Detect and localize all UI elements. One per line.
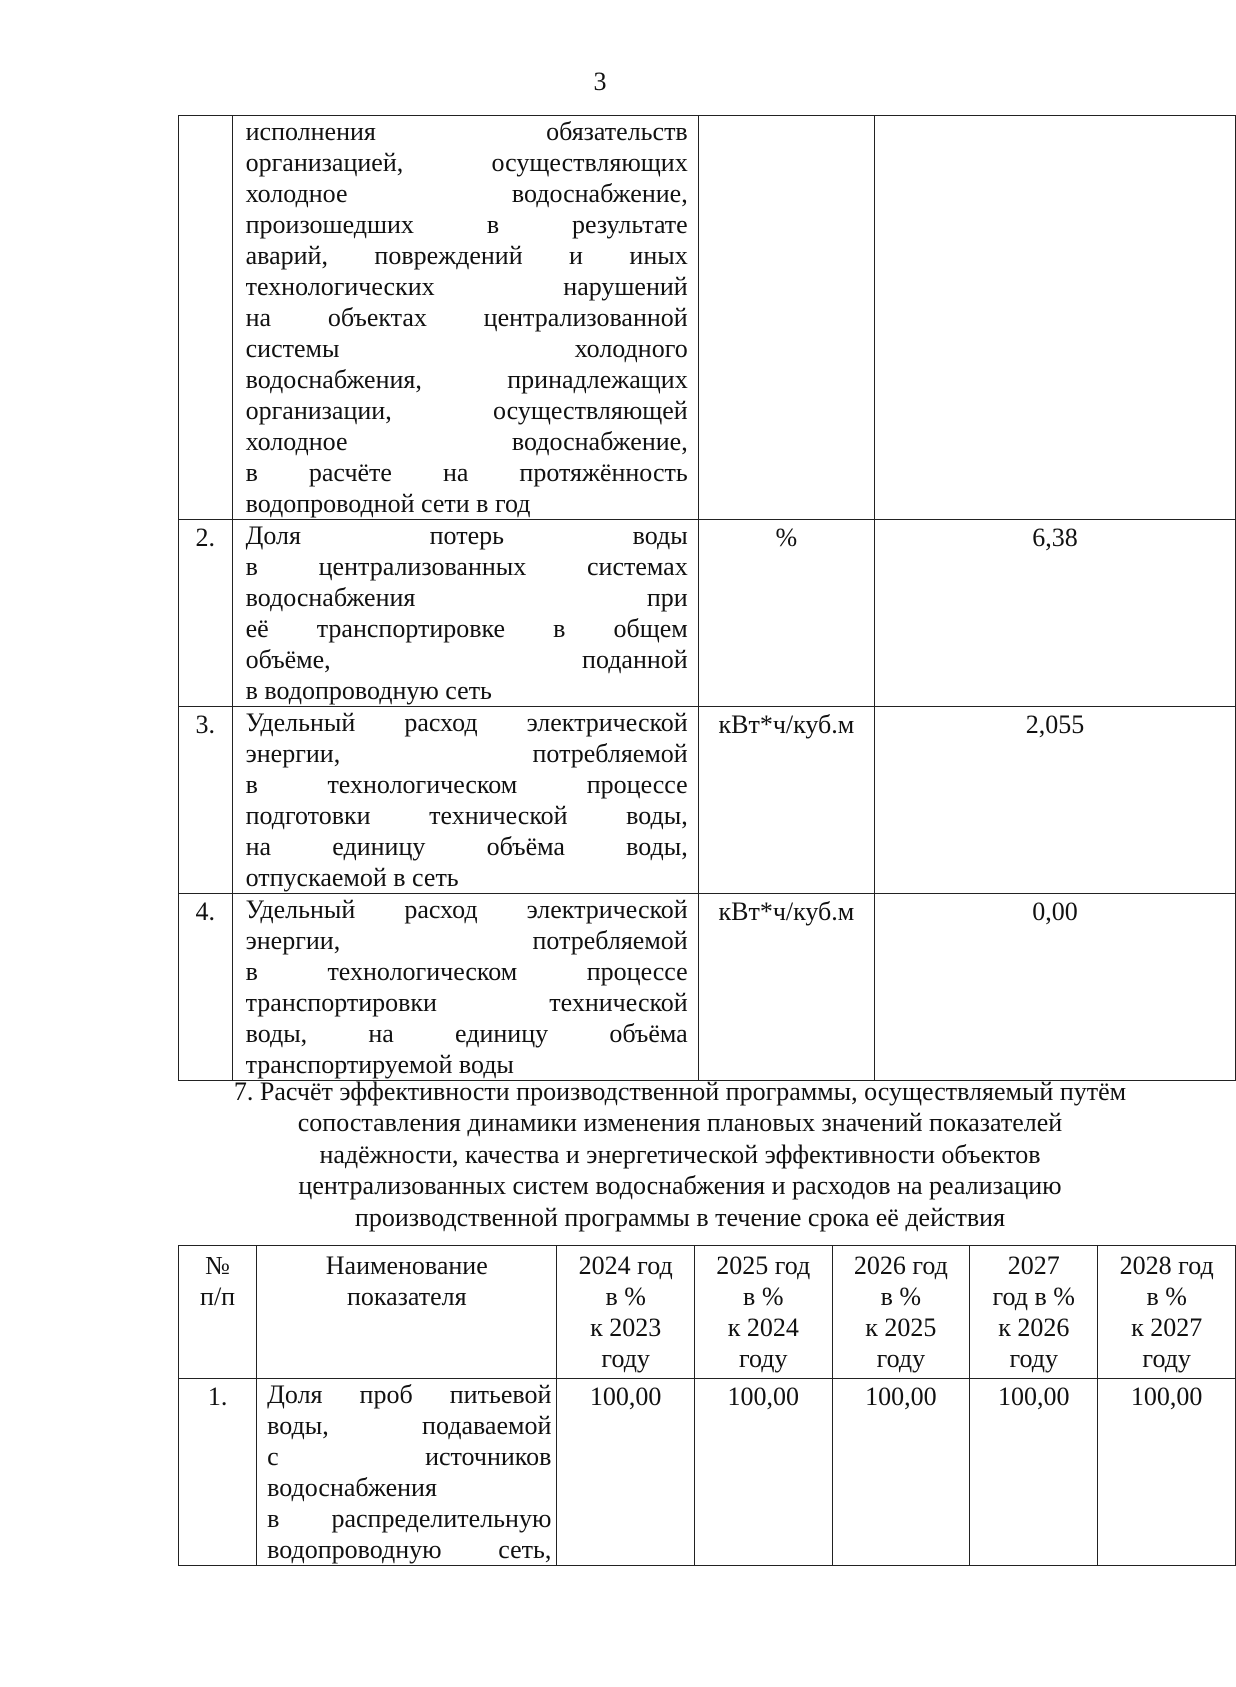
header-2026 — [832, 1246, 970, 1379]
heading-line: производственной программы в течение срока её действия — [354, 1202, 1006, 1232]
heading-line: централизованных систем водоснабжения и расходов на реализацию — [298, 1171, 1062, 1201]
header-2024 — [557, 1246, 695, 1379]
text-line: системы холодного — [245, 334, 688, 363]
text-line: водопроводную сеть, — [267, 1535, 552, 1564]
text-line: с источников — [267, 1442, 552, 1471]
text-line: её транспортировке в общем — [245, 614, 688, 643]
header-2027 — [970, 1246, 1098, 1379]
value-cell: 0,00 — [875, 894, 1236, 1081]
indicator-table — [178, 115, 1236, 1081]
header-line: в % — [880, 1282, 922, 1311]
header-line: 2025 год — [716, 1251, 811, 1280]
value-cell: 100,00 — [557, 1379, 695, 1566]
text-line: энергии, потребляемой — [245, 739, 688, 768]
unit-cell: % — [698, 520, 874, 707]
text-line: транспортируемой воды — [245, 1050, 514, 1079]
text-line: водоснабжения — [267, 1473, 437, 1502]
text-line: на объектах централизованной — [245, 303, 688, 332]
header-line: году — [739, 1344, 788, 1373]
table-row — [179, 116, 1236, 520]
header-line: п/п — [200, 1282, 236, 1311]
text-line: технологических нарушений — [245, 272, 688, 301]
text-line: исполнения обязательств — [245, 117, 688, 146]
value-cell: 100,00 — [832, 1379, 970, 1566]
text-line: в технологическом процессе — [245, 957, 688, 986]
heading-line: 7. Расчёт эффективности производственной программы, осуществляемый путём — [233, 1077, 1127, 1106]
row-number: 4. — [179, 894, 233, 1081]
text-line: в технологическом процессе — [245, 770, 688, 799]
header-line: к 2026 — [998, 1313, 1070, 1342]
header-line: год в % — [992, 1282, 1075, 1311]
text-line: в централизованных системах — [245, 552, 688, 581]
text-line: на единицу объёма воды, — [245, 832, 688, 861]
text-line: организации, осуществляющей — [245, 396, 688, 425]
value-cell: 6,38 — [875, 520, 1236, 707]
value-cell: 100,00 — [1098, 1379, 1236, 1566]
row-number: 1. — [179, 1379, 257, 1566]
table-header-row — [179, 1246, 1236, 1379]
header-line: году — [876, 1344, 926, 1373]
table-row — [179, 520, 1236, 707]
text-line: аварий, повреждений и иных — [245, 241, 688, 270]
header-line: в % — [1146, 1282, 1187, 1311]
header-line: году — [601, 1344, 650, 1373]
text-line: отпускаемой в сеть — [245, 863, 459, 892]
indicator-name — [232, 894, 698, 1081]
header-line: Наименование — [325, 1251, 488, 1280]
text-line: Удельный расход электрической — [245, 895, 688, 924]
row-number: 2. — [179, 520, 233, 707]
table-row — [179, 894, 1236, 1081]
text-line: в расчёте на протяжённость — [245, 458, 688, 487]
value-cell: 100,00 — [694, 1379, 832, 1566]
header-line: 2027 — [1007, 1251, 1060, 1280]
value-cell: 2,055 — [875, 707, 1236, 894]
header-line: в % — [605, 1282, 646, 1311]
indicator-name — [232, 707, 698, 894]
unit-cell: кВт*ч/куб.м — [698, 707, 874, 894]
text-line: холодное водоснабжение, — [245, 427, 688, 456]
text-line: Доля потерь воды — [245, 521, 688, 550]
header-line: показателя — [346, 1282, 467, 1311]
text-line: воды, подаваемой — [267, 1411, 552, 1440]
text-line: объёме, поданной — [245, 645, 688, 674]
header-line: году — [1142, 1344, 1191, 1373]
unit-cell: кВт*ч/куб.м — [698, 894, 874, 1081]
row-number: 3. — [179, 707, 233, 894]
text-line: холодное водоснабжение, — [245, 179, 688, 208]
header-line: 2026 год — [853, 1251, 948, 1280]
table-row — [179, 1379, 1236, 1566]
indicator-name — [232, 520, 698, 707]
text-line: транспортировки технической — [245, 988, 688, 1017]
text-line: в водопроводную сеть — [245, 676, 492, 705]
header-line: к 2023 — [590, 1313, 662, 1342]
text-line: в распределительную — [267, 1504, 552, 1533]
header-line: 2024 год — [578, 1251, 673, 1280]
heading-line: сопоставления динамики изменения плановых значений показателей — [297, 1108, 1063, 1138]
text-line: организацией, осуществляющих — [245, 148, 688, 177]
text-line: водопроводной сети в год — [245, 489, 531, 518]
value-cell: 100,00 — [970, 1379, 1098, 1566]
header-2028 — [1098, 1246, 1236, 1379]
header-line: № — [205, 1251, 230, 1280]
text-line: произошедших в результате — [245, 210, 688, 239]
text-line: Доля проб питьевой — [267, 1380, 552, 1409]
row-number — [179, 116, 233, 520]
efficiency-table — [178, 1245, 1236, 1566]
header-line: к 2024 — [727, 1313, 799, 1342]
header-line: к 2025 — [865, 1313, 937, 1342]
header-2025 — [694, 1246, 832, 1379]
heading-line: надёжности, качества и энергетической эффективности объектов — [319, 1139, 1041, 1169]
text-line: водоснабжения при — [245, 583, 688, 612]
text-line: водоснабжения, принадлежащих — [245, 365, 688, 394]
header-line: к 2027 — [1131, 1313, 1203, 1342]
text-line: энергии, потребляемой — [245, 926, 688, 955]
header-number — [179, 1246, 257, 1379]
page-number: 3 — [593, 67, 607, 96]
header-line: году — [1009, 1344, 1058, 1373]
section-7-heading — [180, 1076, 1180, 1233]
table-row — [179, 707, 1236, 894]
text-line: Удельный расход электрической — [245, 708, 688, 737]
indicator-name — [257, 1379, 557, 1566]
unit-cell — [698, 116, 874, 520]
header-line: 2028 год — [1119, 1251, 1214, 1280]
text-line: подготовки технической воды, — [245, 801, 688, 830]
indicator-name — [232, 116, 698, 520]
text-line: воды, на единицу объёма — [245, 1019, 688, 1048]
header-name — [257, 1246, 557, 1379]
header-line: в % — [743, 1282, 784, 1311]
value-cell — [875, 116, 1236, 520]
